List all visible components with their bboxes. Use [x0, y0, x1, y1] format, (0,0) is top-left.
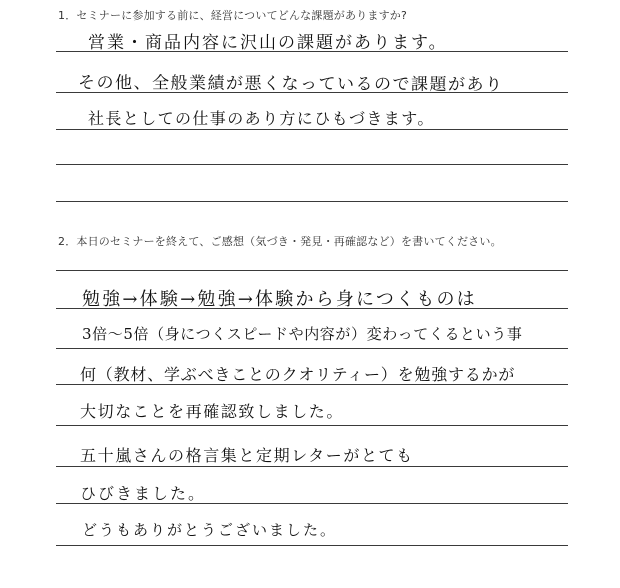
answer-2-rule-3 — [56, 348, 568, 349]
answer-1-rule-3 — [56, 129, 568, 130]
answer-2-rule-7 — [56, 503, 568, 504]
question-1-label: 1．セミナーに参加する前に、経営についてどんな課題がありますか? — [58, 9, 408, 22]
answer-2-rule-2 — [56, 308, 568, 309]
answer-2-line-2: 3倍～5倍（身につくスピードや内容が）変わってくるという事 — [82, 325, 523, 343]
answer-2-rule-8 — [56, 545, 568, 546]
answer-2-line-7: どうもありがとうございました。 — [82, 521, 338, 539]
answer-1-rule-5 — [56, 201, 568, 202]
answer-1-line-2: その他、全般業績が悪くなっているので課題があり — [78, 73, 504, 96]
answer-1-line-3: 社長としての仕事のあり方にひもづきます。 — [88, 109, 435, 128]
answer-2-line-4: 大切なことを再確認致しました。 — [80, 402, 345, 421]
question-2-label: 2．本日のセミナーを終えて、ご感想（気づき・発見・再確認など）を書いてください。 — [58, 235, 502, 248]
answer-2-line-6: ひびきました。 — [80, 484, 207, 503]
answer-2-line-1: 勉強→体験→勉強→体験から身につくものは — [82, 289, 477, 310]
answer-2-rule-5 — [56, 425, 568, 426]
answer-1-rule-2 — [56, 92, 568, 93]
answer-2-rule-4 — [56, 384, 568, 385]
answer-1-rule-4 — [56, 164, 568, 165]
answer-2-rule-6 — [56, 466, 568, 467]
answer-2-rule-1 — [56, 270, 568, 271]
answer-2-line-5: 五十嵐さんの格言集と定期レターがとても — [80, 446, 414, 465]
answer-2-line-3: 何（教材、学ぶべきことのクオリティー）を勉強するかが — [80, 365, 516, 384]
answer-1-line-1: 営業・商品内容に沢山の課題があります。 — [88, 33, 448, 53]
answer-1-rule-1 — [56, 51, 568, 52]
